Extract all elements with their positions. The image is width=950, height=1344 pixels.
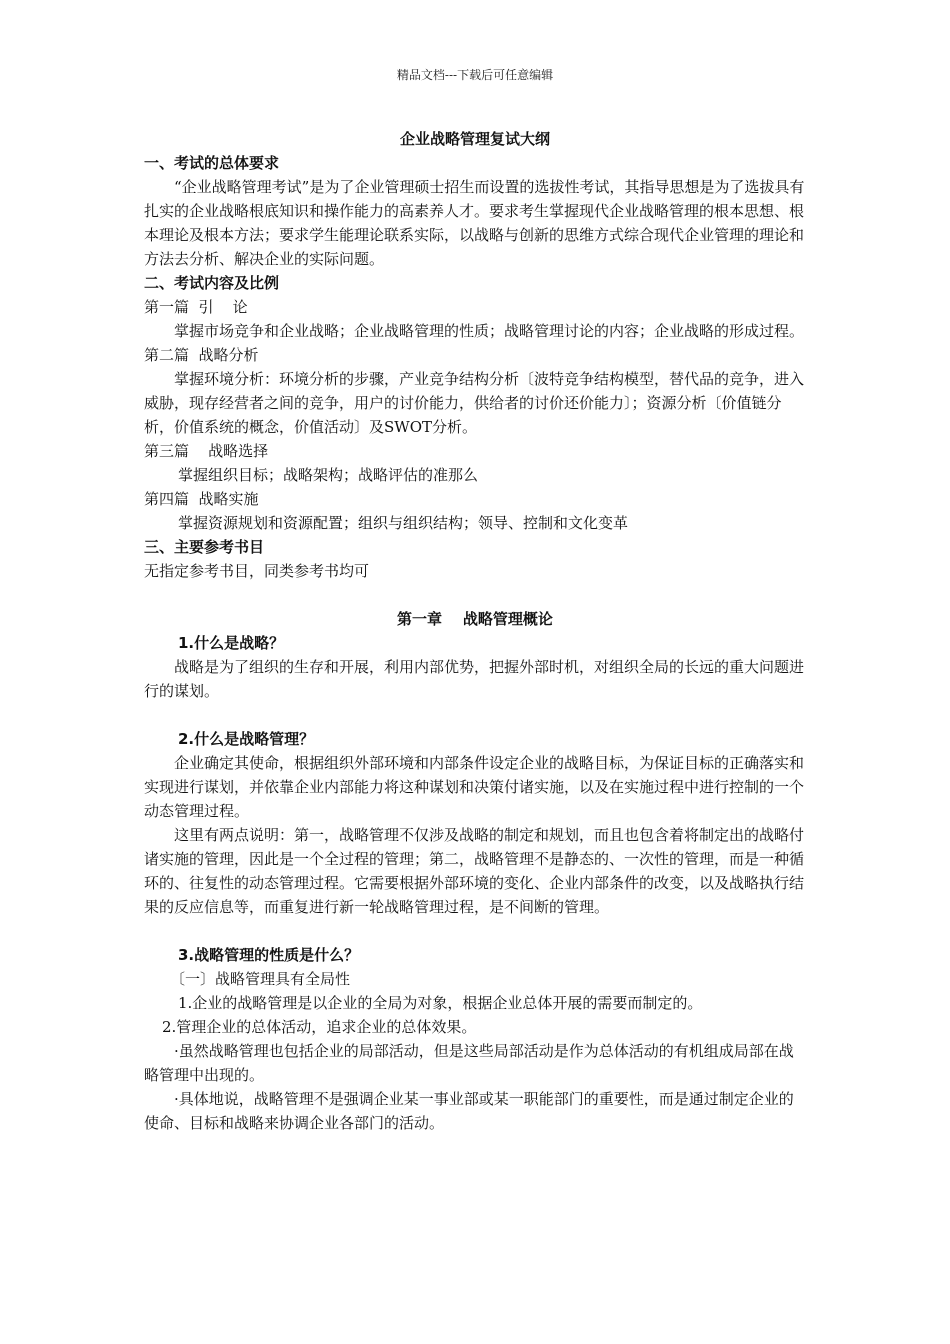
question-2-heading: 2.什么是战略管理？	[178, 730, 315, 748]
part3-heading: 第三篇 战略选择	[144, 442, 269, 460]
part1-heading: 第一篇 引 论	[144, 298, 248, 316]
chapter-title: 第一章 战略管理概论	[397, 610, 553, 628]
part1-paragraph: 掌握市场竞争和企业战略；企业战略管理的性质；战略管理讨论的内容；企业战略的形成过程。	[174, 322, 805, 340]
part3-paragraph: 掌握组织目标；战略架构；战略评估的准那么	[178, 466, 479, 484]
question-1-heading: 1.什么是战略？	[178, 634, 285, 652]
section-heading-requirements: 一、考试的总体要求	[144, 154, 280, 172]
references-paragraph: 无指定参考书目，同类参考书均可	[144, 562, 370, 580]
question-3-bullet-1: ·虽然战略管理也包括企业的局部活动，但是这些局部活动是作为总体活动的有机组成局部在战略管理中出现的。	[144, 1042, 794, 1084]
question-3-subheading-1: 〔一〕战略管理具有全局性	[170, 970, 351, 988]
question-2-answer-2: 这里有两点说明：第一，战略管理不仅涉及战略的制定和规划，而且也包含着将制定出的战略付诸实施的管理，因此是一个全过程的管理；第二，战略管理不是静态的、一次性的管理，而是一种循环的、往复性的动态管理过程。它需要根据外部环境的变化、企业内部条件的改变，以及战略执行结果的反应信息等，而重复进行新一轮战略管理过程，是不间断的管理。	[144, 826, 805, 916]
question-1-answer: 战略是为了组织的生存和开展，利用内部优势，把握外部时机，对组织全局的长远的重大问题进行的谋划。	[144, 658, 805, 700]
question-3-item-2: 2.管理企业的总体活动，追求企业的总体效果。	[162, 1018, 477, 1036]
part4-heading: 第四篇 战略实施	[144, 490, 259, 508]
question-3-bullet-2: ·具体地说，战略管理不是强调企业某一事业部或某一职能部门的重要性，而是通过制定企业的使命、目标和战略来协调企业各部门的活动。	[144, 1090, 794, 1132]
question-3-heading: 3.战略管理的性质是什么？	[178, 946, 360, 964]
document-body	[144, 127, 806, 1135]
question-2-answer-1: 企业确定其使命，根据组织外部环境和内部条件设定企业的战略目标，为保证目标的正确落实和实现进行谋划，并依靠企业内部能力将这种谋划和决策付诸实施，以及在实施过程中进行控制的一个动态管理过程。	[144, 754, 805, 820]
requirements-paragraph: “企业战略管理考试”是为了企业管理硕士招生而设置的选拔性考试，其指导思想是为了选拔具有扎实的企业战略根底知识和操作能力的高素养人才。要求考生掌握现代企业战略管理的根本思想、根本理论及根本方法；要求学生能理论联系实际，以战略与创新的思维方式综合现代企业管理的理论和方法去分析、解决企业的实际问题。	[144, 178, 805, 268]
page-header: 精品文档---下载后可任意编辑	[396, 68, 554, 82]
part2-heading: 第二篇 战略分析	[144, 346, 259, 364]
outline-title: 企业战略管理复试大纲	[399, 130, 550, 148]
question-3-item-1: 1.企业的战略管理是以企业的全局为对象，根据企业总体开展的需要而制定的。	[178, 994, 703, 1012]
section-heading-references: 三、主要参考书目	[144, 538, 265, 556]
section-heading-content: 二、考试内容及比例	[144, 274, 280, 292]
part2-paragraph: 掌握环境分析：环境分析的步骤，产业竞争结构分析〔波特竞争结构模型，替代品的竞争，进入威胁，现存经营者之间的竞争，用户的讨价能力，供给者的讨价还价能力〕；资源分析〔价值链分析，价值系统的概念，价值活动〕及SWOT分析。	[144, 370, 805, 436]
part4-paragraph: 掌握资源规划和资源配置；组织与组织结构；领导、控制和文化变革	[178, 514, 629, 532]
